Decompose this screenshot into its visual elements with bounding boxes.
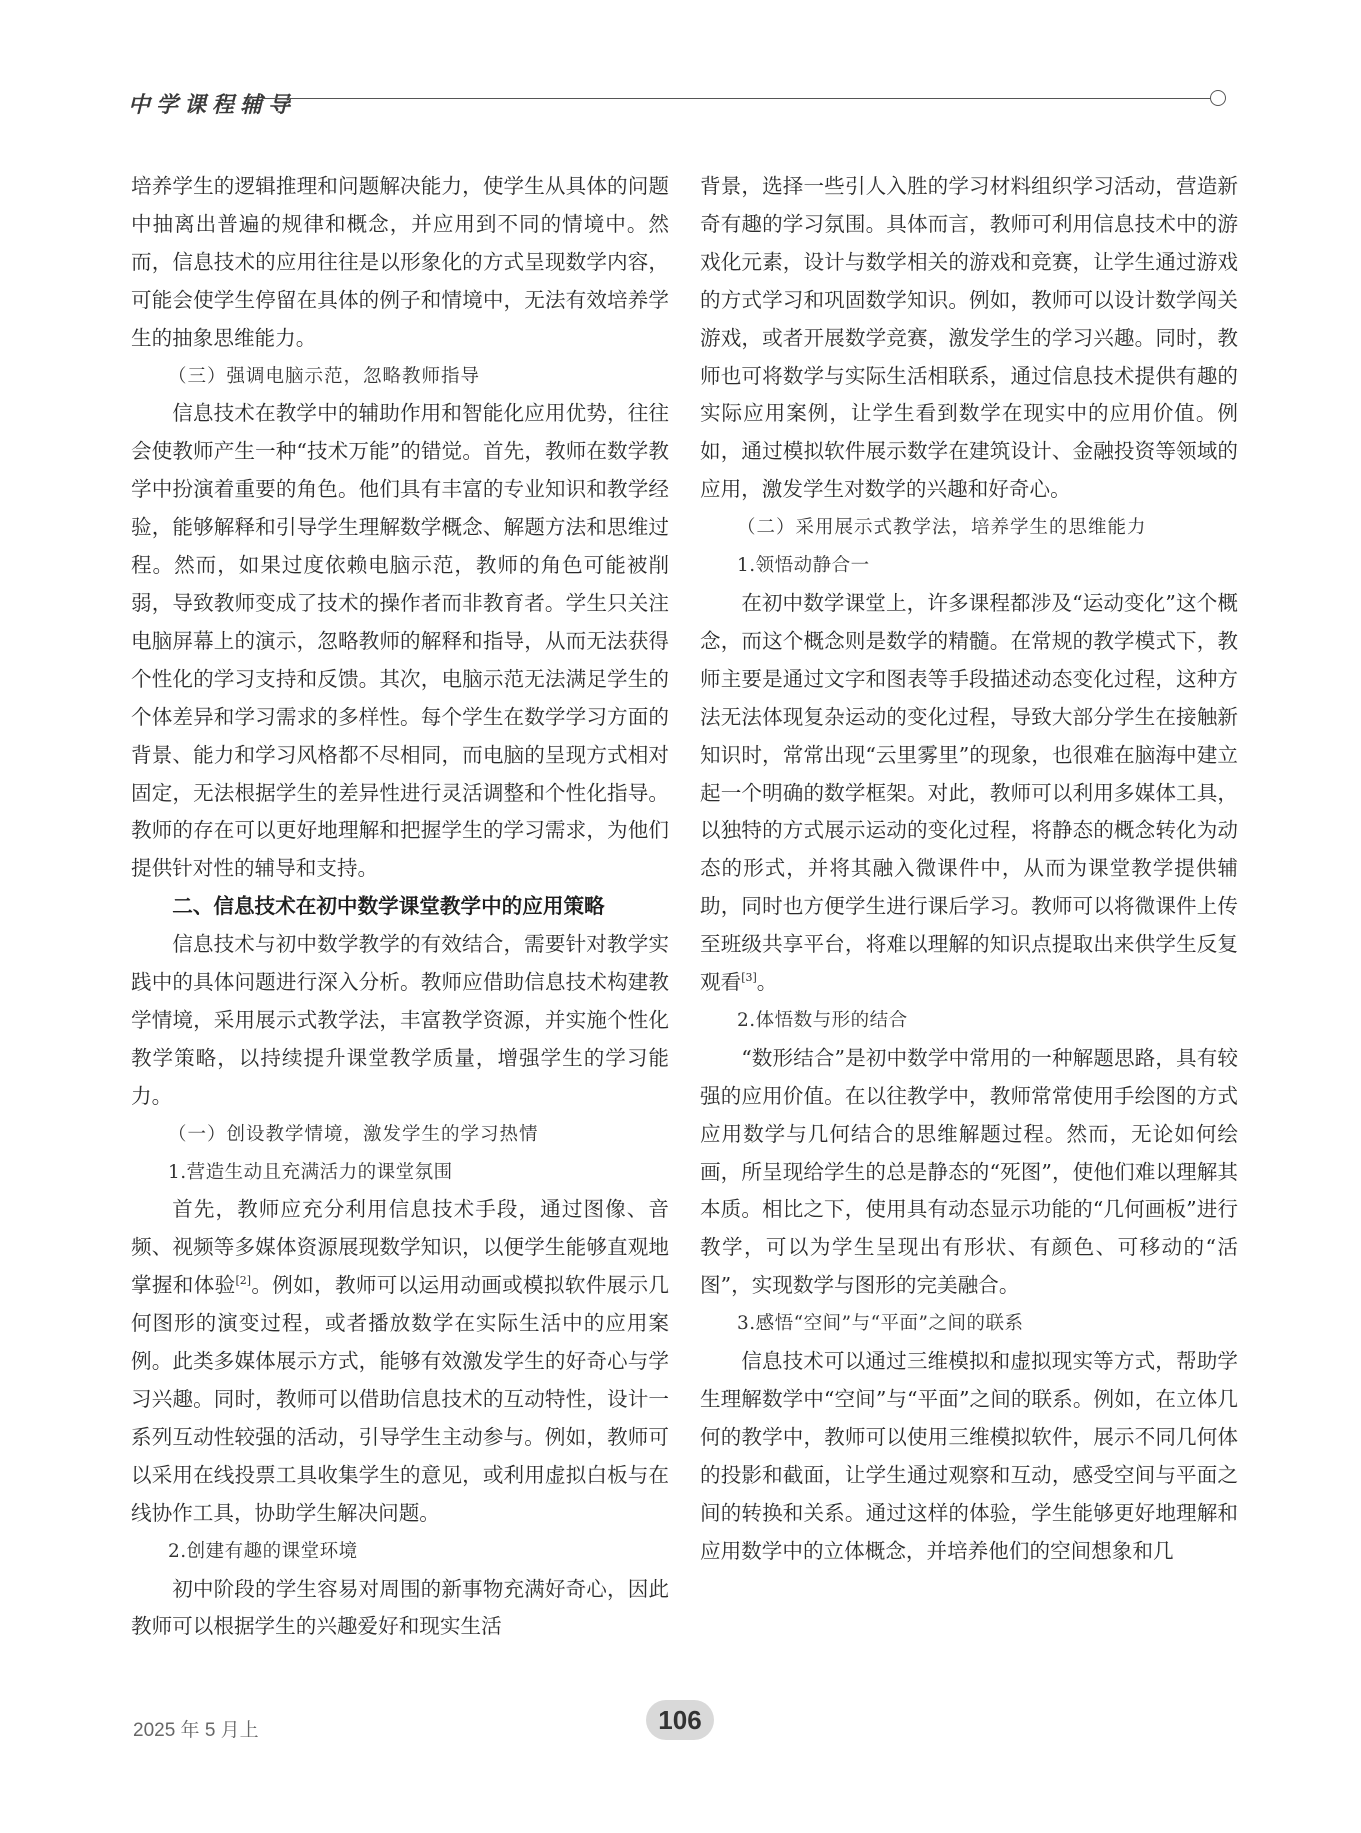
paragraph: 培养学生的逻辑推理和问题解决能力，使学生从具体的问题中抽离出普遍的规律和概念，并应用到不同的情境中。然而，信息技术的应用往往是以形象化的方式呈现数学内容，可能会使学生停留在具体的例子和情境中，无法有效培养学生的抽象思维能力。 (131, 174, 669, 350)
subsection-heading: 1.营造生动且充满活力的课堂氛围 (168, 1161, 453, 1183)
paragraph: “数形结合”是初中数学中常用的一种解题思路，具有较强的应用价值。在以往教学中，教师常常使用手绘图的方式应用数学与几何结合的思维解题过程。然而，无论如何绘画，所呈现给学生的总是静态的“死图”，使他们难以理解其本质。相比之下，使用具有动态显示功能的“几何画板”进行教学，可以为学生呈现出有形状、有颜色、可移动的“活图”，实现数学与图形的完美融合。 (700, 1045, 1238, 1298)
paragraph: 信息技术在教学中的辅助作用和智能化应用优势，往往会使教师产生一种“技术万能”的错觉。首先，教师在数学教学中扮演着重要的角色。他们具有丰富的专业知识和教学经验，能够解释和引导学生理解数学概念、解题方法和思维过程。然而，如果过度依赖电脑示范，教师的角色可能被削弱，导致教师变成了技术的操作者而非教育者。学生只关注电脑屏幕上的演示，忽略教师的解释和指导，从而无法获得个性化的学习支持和反馈。其次，电脑示范无法满足学生的个体差异和学习需求的多样性。每个学生在数学学习方面的背景、能力和学习风格都不尽相同，而电脑的呈现方式相对固定，无法根据学生的差异性进行灵活调整和个性化指导。教师的存在可以更好地理解和把握学生的学习需求，为他们提供针对性的辅导和支持。 (131, 401, 669, 881)
subsection-heading: 3.感悟“空间”与“平面”之间的联系 (737, 1313, 1024, 1335)
issue-date: 2025 年 5 月上 (133, 1720, 259, 1741)
citation-ref: [3] (741, 971, 757, 985)
section-heading: （二）采用展示式教学法，培养学生的思维能力 (737, 517, 1147, 539)
paragraph: 信息技术与初中数学教学的有效结合，需要针对教学实践中的具体问题进行深入分析。教师应借助信息技术构建教学情境，采用展示式教学法，丰富教学资源，并实施个性化教学策略，以持续提升课堂教学质量，增强学生的学习能力。 (131, 932, 669, 1108)
paragraph-text: 首先，教师应充分利用信息技术手段，通过图像、音频、视频等多媒体资源展现数学知识，以便学生能够直观地掌握和体验 (131, 1197, 669, 1298)
journal-logo: 中学课程辅导 (128, 92, 297, 118)
subsection-heading: 2.体悟数与形的结合 (737, 1009, 908, 1031)
header-circle-ornament (1210, 90, 1226, 106)
paragraph-text: 。例如，教师可以运用动画或模拟软件展示几何图形的演变过程，或者播放数学在实际生活中的应用案例。此类多媒体展示方式，能够有效激发学生的好奇心与学习兴趣。同时，教师可以借助信息技术的互动特性，设计一系列互动性较强的活动，引导学生主动参与。例如，教师可以采用在线投票工具收集学生的意见，或利用虚拟白板与在线协作工具，协助学生解决问题。 (131, 1273, 670, 1525)
citation-ref: [2] (235, 1274, 252, 1288)
paragraph-text: 在初中数学课堂上，许多课程都涉及“运动变化”这个概念，而这个概念则是数学的精髓。在常规的教学模式下，教师主要是通过文字和图表等手段描述动态变化过程，这种方法无法体现复杂运动的变化过程，导致大部分学生在接触新知识时，常常出现“云里雾里”的现象，也很难在脑海中建立起一个明确的数学框架。对此，教师可以利用多媒体工具，以独特的方式展示运动的变化过程，将静态的概念转化为动态的形式，并将其融入微课件中，从而为课堂教学提供辅助，同时也方便学生进行课后学习。教师可以将微课件上传至班级共享平台，将难以理解的知识点提取出来供学生反复观看 (700, 590, 1238, 995)
paragraph (700, 585, 1238, 1002)
subsection-heading: 1.领悟动静合一 (737, 555, 870, 577)
right-column (700, 168, 1238, 1571)
section-heading: （一）创设教学情境，激发学生的学习热情 (168, 1123, 539, 1145)
header-rule (262, 98, 1210, 99)
paragraph-text: 。 (756, 970, 778, 995)
paragraph: 信息技术可以通过三维模拟和虚拟现实等方式，帮助学生理解数学中“空间”与“平面”之间的联系。例如，在立体几何的教学中，教师可以使用三维模拟软件，展示不同几何体的投影和截面，让学生通过观察和互动，感受空间与平面之间的转换和关系。通过这样的体验，学生能够更好地理解和应用数学中的立体概念，并培养他们的空间想象和几 (700, 1349, 1238, 1563)
left-column (131, 168, 669, 1646)
subsection-heading: 2.创建有趣的课堂环境 (168, 1540, 358, 1562)
section-heading: （三）强调电脑示范，忽略教师指导 (168, 365, 481, 387)
paragraph (131, 1191, 669, 1532)
paragraph: 背景，选择一些引人入胜的学习材料组织学习活动，营造新奇有趣的学习氛围。具体而言，教师可利用信息技术中的游戏化元素，设计与数学相关的游戏和竞赛，让学生通过游戏的方式学习和巩固数学知识。例如，教师可以设计数学闯关游戏，或者开展数学竞赛，激发学生的学习兴趣。同时，教师也可将数学与实际生活相联系，通过信息技术提供有趣的实际应用案例，让学生看到数学在现实中的应用价值。例如，通过模拟软件展示数学在建筑设计、金融投资等领域的应用，激发学生对数学的兴趣和好奇心。 (700, 174, 1238, 502)
page-number-badge: 106 (646, 1700, 714, 1740)
chapter-heading: 二、信息技术在初中数学课堂教学中的应用策略 (172, 894, 605, 919)
paragraph: 初中阶段的学生容易对周围的新事物充满好奇心，因此教师可以根据学生的兴趣爱好和现实生活 (131, 1576, 669, 1639)
